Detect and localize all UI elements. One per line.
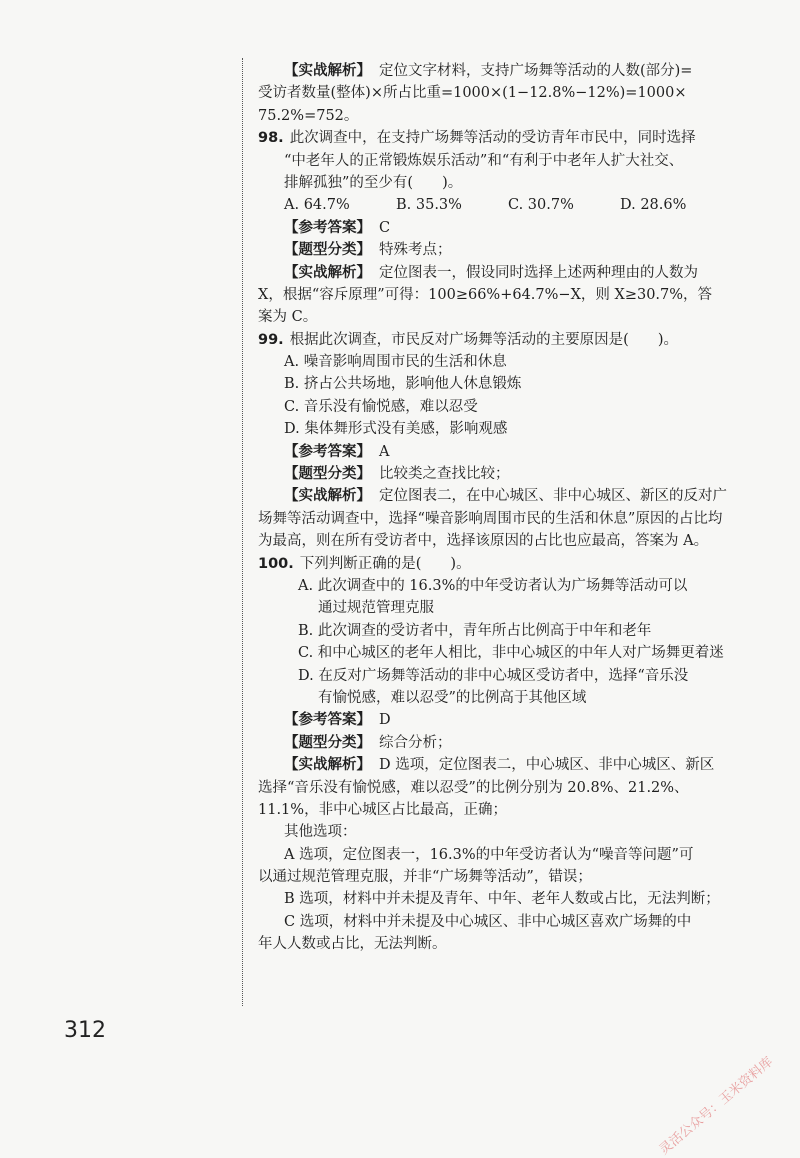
q98-option-b: B. 35.3% (396, 197, 462, 214)
q97-analysis-line-3: 75.2%=752。 (258, 107, 359, 124)
q100-analysis-line-1: 【实战解析】 D 选项，定位图表二，中心城区、非中心城区、新区 (284, 757, 715, 774)
q99-answer: 【参考答案】 A (284, 443, 390, 460)
q99-option-b: B. 挤占公共场地，影响他人休息锻炼 (284, 376, 522, 393)
q99-analysis-line-1: 【实战解析】 定位图表二，在中心城区、非中心城区、新区的反对广 (284, 488, 727, 505)
q99-option-d: D. 集体舞形式没有美感，影响观感 (284, 421, 508, 438)
q98-option-c: C. 30.7% (508, 197, 574, 214)
q100-option-d-line-2: 有愉悦感，难以忍受”的比例高于其他区域 (318, 689, 587, 706)
q100-option-a-line-2: 通过规范管理克服 (318, 600, 434, 617)
q98-analysis-line-1: 【实战解析】 定位图表一，假设同时选择上述两种理由的人数为 (284, 264, 698, 281)
q98-analysis-line-2: X，根据“容斥原理”可得：100≥66%+64.7%−X，则 X≥30.7%，答 (258, 286, 713, 303)
q100-option-b: B. 此次调查的受访者中，青年所占比例高于中年和老年 (298, 622, 652, 639)
q97-analysis-tag: 【实战解析】 (284, 63, 371, 79)
margin-wavy-line (242, 58, 251, 1006)
q98-option-d: D. 28.6% (620, 197, 687, 214)
q100-other-label: 其他选项： (284, 824, 357, 841)
q99-number: 99. (258, 331, 284, 348)
q99-type: 【题型分类】 比较类之查找比较； (284, 466, 510, 483)
q100-other-b: B 选项，材料中并未提及青年、中年、老年人数或占比，无法判断； (284, 891, 720, 908)
watermark: 灵活公众号：玉米资料库 (656, 1054, 776, 1158)
q97-analysis-line-1: 【实战解析】 定位文字材料，支持广场舞等活动的人数(部分)= (284, 63, 693, 79)
q99-analysis-line-2: 场舞等活动调查中，选择“噪音影响周围市民的生活和休息”原因的占比均 (258, 510, 723, 527)
q100-type: 【题型分类】 综合分析； (284, 734, 452, 751)
q100-stem: 100. 下列判断正确的是( )。 (258, 555, 471, 572)
q98-option-a: A. 64.7% (284, 197, 350, 214)
q100-other-c-line-1: C 选项，材料中并未提及中心城区、非中心城区喜欢广场舞的中 (284, 913, 692, 930)
q100-other-a-line-1: A 选项，定位图表一，16.3%的中年受访者认为“噪音等问题”可 (284, 846, 694, 863)
q98-options (258, 194, 734, 216)
q100-analysis-line-2: 选择“音乐没有愉悦感，难以忍受”的比例分别为 20.8%、21.2%、 (258, 779, 689, 796)
q98-type: 【题型分类】 特殊考点； (284, 242, 452, 259)
q100-other-c-line-2: 年人人数或占比，无法判断。 (258, 936, 447, 953)
q100-analysis-line-3: 11.1%，非中心城区占比最高，正确； (258, 801, 508, 818)
q98-stem-line-2: “中老年人的正常锻炼娱乐活动”和“有利于中老年人扩大社交、 (284, 152, 684, 169)
q99-option-a: A. 噪音影响周围市民的生活和休息 (284, 354, 507, 371)
q98-analysis-line-3: 案为 C。 (258, 309, 318, 326)
q99-stem: 99. 根据此次调查，市民反对广场舞等活动的主要原因是( )。 (258, 331, 678, 348)
q100-option-c: C. 和中心城区的老年人相比，非中心城区的中年人对广场舞更着迷 (298, 645, 724, 662)
q98-stem-line-1: 98. 此次调查中，在支持广场舞等活动的受访青年市民中，同时选择 (258, 130, 696, 147)
q98-number: 98. (258, 130, 284, 147)
q99-option-c: C. 音乐没有愉悦感，难以忍受 (284, 398, 478, 415)
q98-stem-line-3: 排解孤独”的至少有( )。 (284, 174, 463, 191)
q100-other-a-line-2: 以通过规范管理克服，并非“广场舞等活动”，错误； (258, 869, 592, 886)
q98-answer: 【参考答案】 C (284, 219, 391, 236)
q100-option-a-line-1: A. 此次调查中的 16.3%的中年受访者认为广场舞等活动可以 (298, 577, 688, 594)
q100-number: 100. (258, 555, 294, 572)
page-content (258, 60, 734, 956)
q97-analysis-line-2: 受访者数量(整体)×所占比重=1000×(1−12.8%−12%)=1000× (258, 85, 687, 102)
page-number: 312 (64, 1018, 106, 1043)
q100-answer: 【参考答案】 D (284, 712, 391, 729)
q100-option-d-line-1: D. 在反对广场舞等活动的非中心城区受访者中，选择“音乐没 (298, 667, 689, 684)
q99-analysis-line-3: 为最高，则在所有受访者中，选择该原因的占比也应最高，答案为 A。 (258, 533, 709, 550)
